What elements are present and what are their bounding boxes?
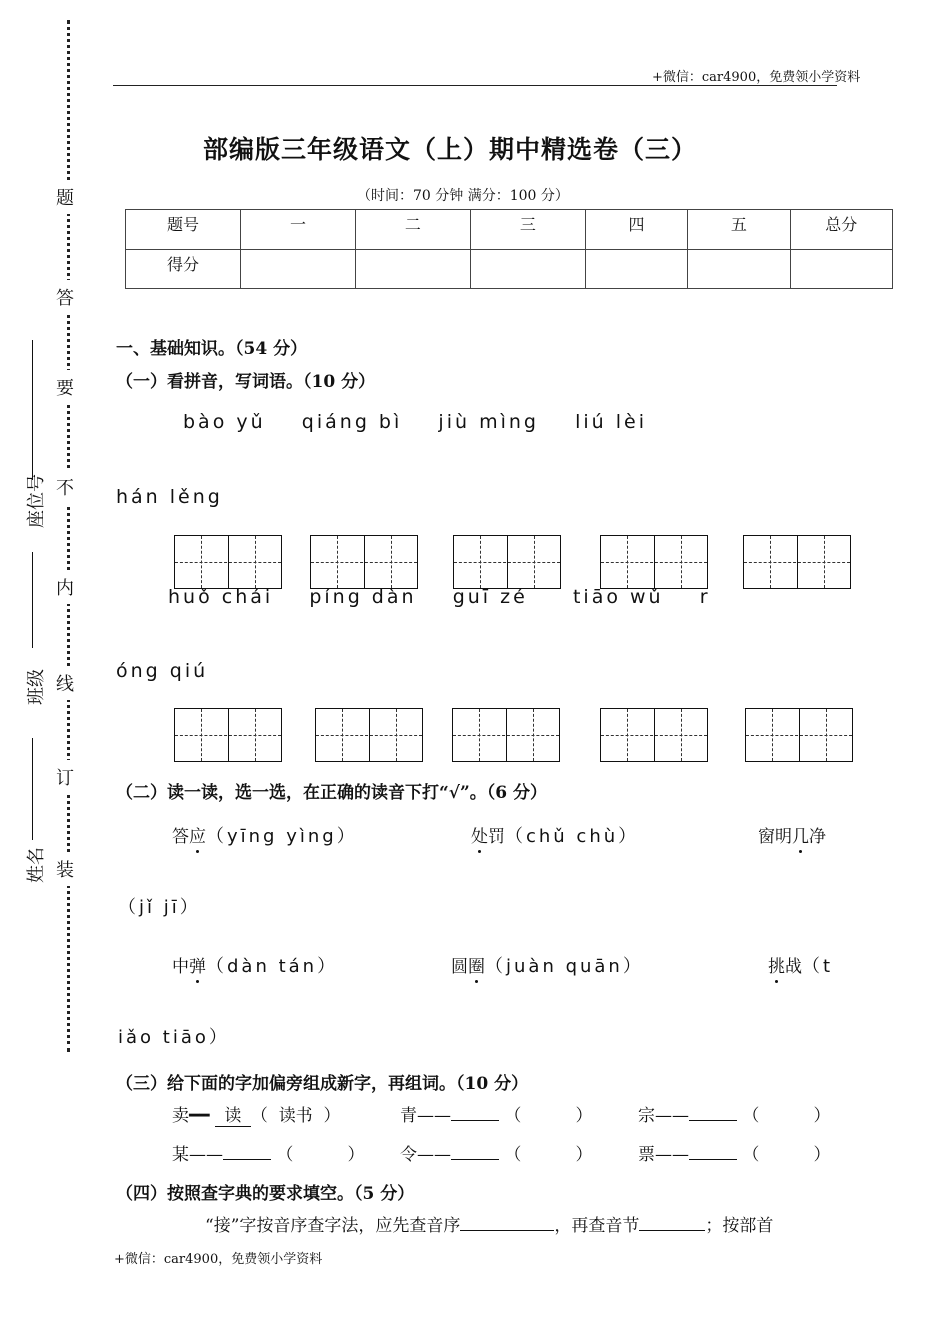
pronunciation-item[interactable] bbox=[471, 822, 639, 848]
target-char: 几 bbox=[792, 827, 809, 847]
writing-box[interactable] bbox=[310, 535, 418, 589]
word-char: 中 bbox=[172, 957, 189, 977]
table-cell: 题号 bbox=[126, 210, 241, 250]
answer-blank[interactable] bbox=[451, 1120, 499, 1121]
score-entry-cell[interactable] bbox=[585, 249, 687, 289]
pronunciation-item[interactable] bbox=[172, 822, 358, 848]
footer-note: +微信：car4900，免费领小学资料 bbox=[114, 1252, 323, 1267]
new-char: 读 bbox=[215, 1101, 251, 1127]
pinyin-row: huǒ chái píng dàn guī zé tiāo wǔ r bbox=[168, 586, 711, 608]
binding-char: 订 bbox=[56, 760, 74, 794]
answer-blank[interactable] bbox=[689, 1120, 737, 1121]
page-title: 部编版三年级语文（上）期中精选卷（三） bbox=[203, 135, 698, 164]
score-entry-cell[interactable] bbox=[688, 249, 790, 289]
student-info bbox=[10, 340, 50, 900]
binding-chars bbox=[55, 40, 81, 1040]
paren: （ ） bbox=[737, 1106, 831, 1126]
seat-label: 座位号 bbox=[26, 474, 47, 528]
score-table bbox=[125, 209, 893, 289]
pinyin-row: hán lěng bbox=[116, 486, 223, 508]
pinyin-options: （jǐ jī） bbox=[118, 897, 201, 918]
base-char: 卖 bbox=[172, 1106, 189, 1126]
base-char: 青 bbox=[400, 1106, 417, 1126]
score-entry-cell[interactable] bbox=[240, 249, 355, 289]
score-table-header-row bbox=[126, 210, 893, 250]
writing-box[interactable] bbox=[315, 708, 423, 762]
table-cell: 四 bbox=[585, 210, 687, 250]
writing-box[interactable] bbox=[600, 708, 708, 762]
binding-char: 线 bbox=[56, 666, 74, 700]
score-table-score-row bbox=[126, 249, 893, 289]
pinyin-options: （juàn quān） bbox=[485, 956, 644, 977]
writing-box[interactable] bbox=[745, 708, 853, 762]
writing-box[interactable] bbox=[743, 535, 851, 589]
answer-blank[interactable] bbox=[451, 1159, 499, 1160]
pronunciation-item[interactable] bbox=[768, 952, 833, 978]
paren: （ ） bbox=[271, 1145, 365, 1165]
sentence-part: “接”字按音序查字法，应先查音序 bbox=[205, 1216, 461, 1236]
pinyin-options: iǎo tiāo） bbox=[118, 1027, 230, 1048]
sentence-part: ；按部首 bbox=[705, 1216, 774, 1236]
paren-open: （ bbox=[250, 1106, 279, 1126]
part3-heading: （三）给下面的字加偏旁组成新字，再组词。（10 分） bbox=[116, 1074, 529, 1094]
pronunciation-item[interactable] bbox=[451, 952, 644, 978]
word-char: 圆 bbox=[451, 957, 468, 977]
seat-underline bbox=[32, 340, 33, 480]
binding-char: 答 bbox=[56, 280, 74, 314]
part2-heading: （二）读一读，选一选，在正确的读音下打“√”。（6 分） bbox=[116, 783, 547, 803]
exam-subtitle: （时间：70 分钟 满分：100 分） bbox=[357, 188, 569, 204]
radical-item[interactable] bbox=[400, 1101, 592, 1126]
word-char: 答 bbox=[172, 827, 189, 847]
base-char: 令 bbox=[400, 1145, 417, 1165]
part4-heading: （四）按照查字典的要求填空。（5 分） bbox=[116, 1184, 415, 1204]
score-entry-cell[interactable] bbox=[355, 249, 470, 289]
writing-box[interactable] bbox=[174, 708, 282, 762]
dash: —— bbox=[189, 1145, 223, 1165]
pinyin-row: óng qiú bbox=[116, 660, 209, 682]
radical-example bbox=[172, 1101, 341, 1127]
dictionary-question bbox=[205, 1211, 773, 1236]
word-char: 窗明 bbox=[758, 827, 792, 847]
table-cell: 三 bbox=[470, 210, 585, 250]
writing-box[interactable] bbox=[452, 708, 560, 762]
target-char: 挑 bbox=[768, 957, 785, 977]
target-char: 圈 bbox=[468, 957, 485, 977]
binding-char: 装 bbox=[56, 852, 74, 886]
pinyin-options: （t bbox=[802, 956, 834, 977]
base-char: 某 bbox=[172, 1145, 189, 1165]
example-word: 读书 bbox=[278, 1106, 313, 1126]
target-char: 处 bbox=[471, 827, 488, 847]
answer-blank[interactable] bbox=[223, 1159, 271, 1160]
class-underline bbox=[32, 552, 33, 648]
dash: ━━ bbox=[189, 1106, 215, 1126]
dash: —— bbox=[655, 1106, 689, 1126]
header-rule bbox=[113, 85, 837, 86]
pinyin-options: （chǔ chù） bbox=[505, 826, 640, 847]
writing-box[interactable] bbox=[453, 535, 561, 589]
binding-char: 内 bbox=[56, 570, 74, 604]
table-cell: 总分 bbox=[790, 210, 892, 250]
answer-blank[interactable] bbox=[639, 1230, 705, 1231]
part1-heading: （一）看拼音，写词语。（10 分） bbox=[116, 372, 376, 392]
radical-item[interactable] bbox=[638, 1101, 830, 1126]
pronunciation-item[interactable] bbox=[172, 952, 338, 978]
pronunciation-item[interactable] bbox=[758, 822, 826, 847]
pinyin-options: （yīng yìng） bbox=[206, 826, 358, 847]
paren: （ ） bbox=[499, 1106, 593, 1126]
binding-char: 不 bbox=[56, 470, 74, 504]
table-cell: 五 bbox=[688, 210, 790, 250]
word-char: 战 bbox=[785, 957, 802, 977]
score-entry-cell[interactable] bbox=[790, 249, 892, 289]
radical-item[interactable] bbox=[400, 1140, 592, 1165]
paren: （ ） bbox=[499, 1145, 593, 1165]
radical-item[interactable] bbox=[172, 1140, 364, 1165]
dash: —— bbox=[417, 1106, 451, 1126]
base-char: 票 bbox=[638, 1145, 655, 1165]
header-note: +微信：car4900，免费领小学资料 bbox=[652, 70, 861, 85]
base-char: 宗 bbox=[638, 1106, 655, 1126]
pinyin-row: bào yǔ qiáng bì jiù mìng liú lèi bbox=[183, 411, 648, 433]
answer-blank[interactable] bbox=[460, 1230, 554, 1231]
name-label: 姓名 bbox=[26, 847, 47, 883]
writing-box[interactable] bbox=[600, 535, 708, 589]
binding-char: 题 bbox=[56, 180, 74, 214]
word-char: 净 bbox=[809, 827, 826, 847]
section-heading: 一、基础知识。（54 分） bbox=[116, 339, 308, 359]
dash: —— bbox=[655, 1145, 689, 1165]
table-cell: 得分 bbox=[126, 249, 241, 289]
paren-close: ） bbox=[312, 1106, 341, 1126]
writing-box[interactable] bbox=[174, 535, 282, 589]
paren: （ ） bbox=[737, 1145, 831, 1165]
table-cell: 一 bbox=[240, 210, 355, 250]
binding-char: 要 bbox=[56, 370, 74, 404]
dash: —— bbox=[417, 1145, 451, 1165]
table-cell: 二 bbox=[355, 210, 470, 250]
target-char: 应 bbox=[189, 827, 206, 847]
name-underline bbox=[32, 738, 33, 840]
answer-blank[interactable] bbox=[689, 1159, 737, 1160]
target-char: 弹 bbox=[189, 957, 206, 977]
class-label: 班级 bbox=[26, 669, 47, 705]
radical-item[interactable] bbox=[638, 1140, 830, 1165]
word-char: 罚 bbox=[488, 827, 505, 847]
score-entry-cell[interactable] bbox=[470, 249, 585, 289]
pinyin-options: （dàn tán） bbox=[206, 956, 339, 977]
sentence-part: ，再查音节 bbox=[554, 1216, 640, 1236]
